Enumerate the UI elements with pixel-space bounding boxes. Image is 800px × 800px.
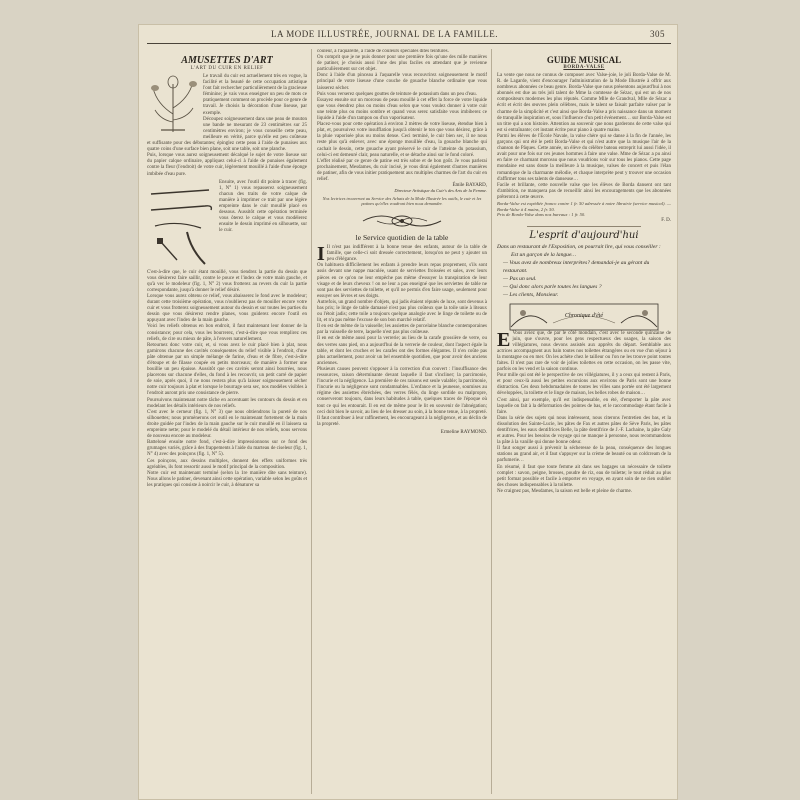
price-note: Borda-Valse est expédiée franco contre 1 fr. 50 adressée à notre librairie (service musical). — Borda-Valse à 4 mains, 2 fr. 50. bbox=[497, 200, 671, 212]
paragraph: Puis vous verserez quelques gouttes de teinture de potassium dans un peu d'eau. bbox=[317, 91, 477, 97]
running-header bbox=[139, 29, 679, 43]
section-title-guide-musical: GUIDE MUSICAL bbox=[546, 55, 622, 65]
paragraph: Ne craignez pas, Mesdames, la saison est belle et pleine de charme. bbox=[497, 488, 632, 494]
ornamental-vignette bbox=[357, 209, 447, 231]
chronique-title: Chronique d'été bbox=[564, 312, 604, 319]
paragraph: Donc à l'aide d'un pinceau à l'aquarelle vous recouvrirez soigneusement le motif principal de votre liseuse d'une couche de gouache blanche ordinaire que vous laisserez sécher. bbox=[317, 73, 487, 91]
paragraph: En résumé, il faut que toute femme ait dans ses bagages un nécessaire de toilette complet : savon, peigne, brosses, poudre de riz, eau de toilette; le tout réduit au plus petit format possible et facile à emporter en voyage, en ayant soin de ne rien oublier des choses indispensables à la toilette. bbox=[497, 464, 671, 488]
price-note: Prix de Borda-Valse dans nos bureaux : 1 fr. 50. bbox=[497, 212, 586, 218]
tools-figure bbox=[147, 180, 217, 268]
article-subtitle: L'ART DU CUIR EN RELIEF bbox=[190, 66, 264, 71]
paragraph: Retournez donc votre cuir, et, si vous avez le cuir placé bien à plat, nous garnirons chacune des cavités conséquentes du relief visible à l'endroit, d'une pâte obtenue par un simple mélange de farine, d'eau et de fibre, c'est-à-dire d'étoupe et de filasse coupée en petits morceaux; de manière à former une bouillie un peu épaisse. Aussitôt que ces cavités seront ainsi bourrées, nous placerons sur chacune d'elles, du fond à les recouvrir, un petit carré de papier de soie, après quoi, il ne nous restera plus qu'à laisser soigneusement sécher notre cuir toujours à plat et lorsque le bourrage sera sec, nos modèles visibles à l'endroit auront pris une consistance de pierre. bbox=[147, 342, 307, 397]
paragraph: Puis, lorsque vous aurez soigneusement décalqué le sujet de votre liseuse sur du papier calque ordinaire, appliquez celui-ci à l'aide de punaises également contre la fleur (l'endroit) de votre cuir, légèrement mouillé à l'aide d'une éponge imbibée d'eau pure. bbox=[147, 153, 307, 177]
paragraph: Vous aviez que, de par le côté mondain, c'est avec le seconde quinzaine de juin, que s'ouvre, pour les gens respectueux des usages, la saison des villégiatures, nous devons assistés aux apprêts du départ. Semblable aux actrices accompagnent aux bain toutes nos toilettes étrangères ou en vue d'un séjour à la montagne ou en mer. On les achète chez le tailleur ou l'on ne les trouve point toutes faites. Il n'est pas rare de voir de jolies toilettes en cette occasion, on les passe vite, parfois on les vend et la saison continue. bbox=[497, 330, 671, 373]
anecdote-intro: Dans un restaurant de l'Exposition, on pourrait lire, qui vous conseiller : bbox=[497, 243, 661, 250]
signature-name: Ermeline RAYMOND. bbox=[440, 429, 487, 435]
paragraph: Il faut songer aussi à prévenir la sécheresse de la peau, conséquence des longues stations au grand air, et il faut s'appuyer sur la crème de beauté ou un coldcream de la parfumerie… bbox=[497, 446, 671, 464]
paragraph: Découpez soigneusement dans une peau de mouton une bande ne mesurant de 23 centimètres sur 25 centimètres environ; je vous conseille cette peau, meilleure en vérité, parce qu'elle est peu coûteuse et suffisante pour des débutantes; épinglez cette peau à l'aide de punaises aux quatre coins d'une surface bien plane, soit une table, soit une planche. bbox=[147, 116, 307, 153]
paragraph: C'est avec le cerneur (fig. 1, N° 3) que nous obtiendrons la pureté de nos silhouettes; nous promènerons cet outil en le maintenant fortement de la main droite guidée par l'index de la main gauche sur le cuir mouillé en il laissera sa empreinte nette; pour le modelé du détail intérieur de nos reliefs, nous servons de nouveau encore au modeleur. bbox=[147, 409, 307, 440]
column-amusettes-dart bbox=[147, 49, 307, 794]
paragraph: Il n'est pas indifférent à la bonne tenue des enfants, autour de la table de famille, que celle-ci soit dressée correctement, lorsqu'on ne peut y ajouter un peu d'élégance. bbox=[326, 245, 487, 263]
paragraph: C'est-à-dire que, le cuir étant mouillé, vous tiendrez la partie du dessin que vous désirerez faire saillir, contre le pouce et l'index de votre main gauche, et qu'à vec le modeleur (fig. 1, N° 2) vous frotterez au revers du cuir la partie correspondante, jusqu'à donner le relief désiré. bbox=[147, 269, 307, 293]
paragraph: Voici les reliefs obtenus en bon endroit, il faut maintenant leur donner de la consistance; pour cela, vous les bourrerez, c'est-à-dire que vous remplirez ces reliefs, de cire ou mieux de pâte, à l'envers naturellement. bbox=[147, 324, 307, 342]
shopping-note: Nos lectrices trouveront au Service des Achats de la Mode Illustrée les outils, le cuir et les patines qu'elles voudront bien nous demander. bbox=[322, 196, 482, 207]
paragraph: Essayez ensuite sur un morceau de peau mouillé à cet effet la force de votre liquide que vous étendrez plus ou moins d'eau selon que vous voulez donner à votre cuir une teinte plus ou moins sombre et quand vous serez satisfaite vous imbiberez ce liquide à l'aide d'un tampon ou d'un vaporisateur. bbox=[317, 97, 487, 122]
anecdote-line: — Les clients, Monsieur. bbox=[503, 292, 559, 299]
paragraph: L'effet réalisé par ce genre de patine est très sobre et de bon goût. Je vous parlerai prochainement, Mesdames, du cuir incisé, je vous dirai également d'autres manières de patiner, afin de vous initier pratiquement aux multiples charmes de l'art du cuir en relief. bbox=[317, 158, 487, 182]
paragraph: Autrefois, un grand nombre d'objets, qui jadis étaient réputés de luxe, sont devenus à bas prix; le linge de table damassé n'est pas plus coûteux que la toile unie à liteaux ou l'étoit jadis; cette toile a toujours quelque analogie avec le linge de toilette ou de lit, et n'a pas même l'excuse de son bon marché relatif. bbox=[317, 299, 487, 324]
section-title-table-service: le Service quotidien de la table bbox=[355, 233, 449, 243]
paragraph: Notre cuir est maintenant terminé (selon la 1re manière dite sans teinture). Nous allons le patiner, devenant ainsi cette opération, variable selon les goûts et les pratiques qui consiste à noircir le cuir, à dénaturer sa bbox=[147, 470, 307, 488]
paragraph: Le travail du cuir est actuellement très en vogue, la facilité et la beauté de cette occupation artistique l'ont fait rechercher particulièrement de la gracieuse féminine; je vais vous enseigner un peu de mots ce pratiquement comment on procède pour ce genre de travail. Je choisis la décoration d'une liseuse, par exemple. bbox=[203, 74, 307, 116]
section-subtitle: BORDA-VALSE bbox=[563, 65, 605, 70]
anecdote-line: Est un garçon de la langue… bbox=[511, 251, 577, 258]
newspaper-page bbox=[138, 24, 678, 800]
paragraph: Pour mille qui ont été le perspective de ces villégiatures, il y a ceux qui restent à Paris, et pour ceux-là aussi les petites excursions aux environs de Paris sont une bonne distraction. Ces deux hebdomadaires de toutes les villes sans portée ont été largement développées, la toilette et le linge de maison, les belles robes de maison… bbox=[497, 373, 671, 397]
paragraph: couleur, à l'aquarelle, à l'aide de couleurs spéciales dites teintures. bbox=[317, 49, 449, 54]
paragraph: Dans la série des sujets qui nous intéressent, nous citerons l'entretien des bas, et la dissolution des Sainte-Lucie, les pâtes de Fax et autres pâtes de Sève Paris, les pâtes dentifrices, les eaux dentifrices Belle, la pâte dentifrice de J.-F. Lachaine, la pâte Galy et autres. Pour les besoins de voyage qui ne manque à personne, nous recommandons la pâte à la vanille qui donne bonne odeur. bbox=[497, 415, 671, 446]
paragraph: Placez-vous pour cette opération à environ 2 mètres de votre liseuse, étendue bien à plat, et, poursuivez votre insufflation jusqu'à obtenir le ton que vous désirez, grâce à la pluie vaporisée plus ou moins dense. Ceci terminé, le cuir bien sec, il ne nous reste plus qu'à enlever, avec une éponge mouillée d'eau, la gouache blanche qui cachait le dessin, cette gouache ayant préservé le cuir de l'atteinte du potassium, celui-ci est demeuré clair, peau naturelle, et se détache ainsi sur le fond coloré. bbox=[317, 122, 487, 158]
author-initials: F. D. bbox=[661, 217, 671, 223]
paragraph: Parmi les élèves de l'École Navale, la valse chère qui se danse à la fin de l'année, les garçons qui ont été le petit Borda-Valse et qui n'est autre que la musique l'air de la chanson de Pâques. Cette année, un élève du célèbre bateau entreprit lui aussi l'idée, il avait pour une fois sur ces jeunes hommes à faire une valse. Mme de Sézac a pu ainsi en faire ce charmant morceau que nous voudrions voir sur tous les pianos. Cette page mondaine est sans doute la meilleure à la musique, valses de concert et puis l'élan romantique de la charmante mélodie, et chaque interprète peut y trouver une occasion d'affirmer tous ses talents de danseuse… bbox=[497, 133, 671, 182]
paragraph: On comprit que je ne puis donner pour une première fois qu'une des mille manières de patiner, je choisis aussi l'une des plus faciles en attendant que je revienne particulièrement sur cet objet. bbox=[317, 55, 487, 73]
drop-cap: I bbox=[317, 243, 325, 266]
signature-name: Émile BAYARD, bbox=[452, 183, 487, 189]
paragraph: Il en est de même de la vaisselle; les assiettes de porcelaine blanche contemporaines par la vaisselle de terre, laquelle n'est pas plus coûteuse. bbox=[317, 324, 487, 336]
paragraph: Il en est de même aussi pour la verrerie; au lieu de la carafe grossière de verre, ou des verres sans pied, on a aujourd'hui de la verrerie de couleur, dont l'aspect égale la table, et dont les cruches et les carafes ont des formes élégantes. Il n'en coûte pas plus actuellement, pour avoir un bel ensemble quotidien, que pour avoir des anciens anciennes. bbox=[317, 336, 487, 366]
paragraph: Ensuite, avec l'outil dit pointe à tracer (fig. 1, N° 1) vous repasserez soigneusement chacun des traits de votre calque de manière à imprimer ce trait par une légère empreinte dans le cuir mouillé placé en dessous. Aussitôt cette opération terminée vous ôterez le calque et vous modèlerez ensuite le dessin imprimé en silhouette, sur le cuir. bbox=[219, 179, 307, 234]
anecdote-line: — Vous avez de nombreux interprètes? demandai-je au gérant du restaurant. bbox=[503, 259, 650, 275]
paragraph: Poursuivons maintenant notre tâche en accentuant les contours du dessin et en modelant les détails intérieurs de nos reliefs. bbox=[147, 397, 307, 409]
paragraph: Batteloné ensuite notre fond, c'est-à-dire impressionnons sur ce fond des grumages variés, grâce à des frappements à l'aide du marteau de ciseleur (fig. 1, N° 4) avec des poinçons (fig. 1, N° 5). bbox=[147, 440, 307, 458]
paragraph: Lorsque vous aurez obtenu ce relief, vous abaisserez le fond avec le modeleur; durant cette troisième opération, vous n'oublierez pas de mouiller encore votre cuir et vous frotterez soigneusement autour du dessin et sur toutes les parties du dessin que vous désirerez rendre planes, vous guiderez encore l'outil en appuyant avec l'index de la main gauche. bbox=[147, 293, 307, 324]
column-guide-musical bbox=[497, 49, 671, 794]
column-divider bbox=[311, 49, 312, 794]
column-middle bbox=[317, 49, 487, 794]
anecdote-line: — Pas un seul. bbox=[503, 276, 537, 283]
paragraph: La vente que nous ne connus de composer avec Valse-joie, le joli Borda-Valse de M. R. de Lagarde, vient d'encourager l'administration de la Mode Illustrée à offrir aux nombreux abonnées ce beau genre. Borda-Valse que nous présentons aujourd'hui à nos abonnés est due au très joli talent de Mme la comtesse de Sézac, qui est un de nos compositeurs modernes les plus réputés. Comme Mlle de Grandval, Mlle de Sézac a écrit et écrit des œuvres plein célèbres, mais le talent se faisait parfaite valser par le charme de la simplicité et c'est ainsi que Borda-Valse a pris naissance dans un moment de tranquille inspiration et, sous l'influence d'un petit événement… sur Borda-Valse est un titre qui a son histoire. Attention au souvenir que nous garderons de cette valse qui est si entraînante; cet instant écrite pour piano à quatre mains. bbox=[497, 73, 671, 133]
paragraph: Ces poinçons, aux dessins multiples, donnent des effets uniformes très agréables, ils font ressortir aussi le motif principal de la composition. bbox=[147, 458, 307, 470]
journal-title: LA MODE ILLUSTRÉE, JOURNAL DE LA FAMILLE. bbox=[271, 29, 498, 39]
anecdote-line: — Qui donc alors parle toutes les langues ? bbox=[503, 284, 602, 291]
leather-tools-illustration bbox=[147, 180, 307, 268]
paragraph: On habituera difficilement les enfants à prendre leurs repas proprement, s'ils sont assis devant une nappe maculée, usant de serviettes froissées et sales, avec leurs pièces en ce qu'on ne leur empêche pas même d'essuyer la transpiration de leur visage et de leurs cheveux ! on ne leur a pas enseigné que les serviettes de table ne sont pas des serviettes de toilette, et qu'il ne permis d'en faire usage, seulement pour essuyer ses lèvres et ses doigts. bbox=[317, 263, 487, 299]
signature-title: Directeur Artistique du Cuir's des Arts de la Femme. bbox=[394, 188, 487, 194]
divider bbox=[527, 226, 641, 227]
paragraph: C'est ainsi, par exemple, qu'il est indispensable, en été, d'emporter la pâte avec laquelle on fait à la déformation des pointes de bas, et le raccommodage étant facile à faire. bbox=[497, 397, 671, 415]
paragraph: Plusieurs causes peuvent s'opposer à la correction d'un couvert : l'insuffisance des ressources, raison déterminante devant laquelle il faut s'incliner; la parcimonie, l'incurie et la négligence. La première de ces raisons est seule valable; la parcimonie, l'incurie ou la négligence sont condamnables. L'enfance et la jeunesse, soumises au régime des assiettes ébréchées, des verres fêlés, du linge sordide ou malpropre, conserveront toujours, dans leurs habitudes à table, quelques traces de l'époque où tout ce qui les entourait. Il en est de même pour le lit en souvenir de l'abnégation; ceci doit bien le savoir, au lieu de les dresser au soin, à la bonne tenue, à la propreté. Il faut contribuer à leur raffinement, les encourageant à la négligence, et au déclin de la propreté. bbox=[317, 366, 487, 427]
page-number: 305 bbox=[650, 29, 665, 39]
column-divider bbox=[491, 49, 492, 794]
drop-cap: E bbox=[497, 328, 511, 351]
article-title: AMUSETTES D'ART bbox=[181, 55, 273, 66]
paragraph: Facile et brillante, cette nouvelle valse que les élèves de Borda dansent ont tant d'ambition, ne manquera pas de recueillir ainsi les encouragements que les abonnées prêteront à cette œuvre. bbox=[497, 182, 671, 200]
header-rule bbox=[147, 43, 671, 44]
section-title-esprit: L'esprit d'aujourd'hui bbox=[529, 229, 639, 241]
